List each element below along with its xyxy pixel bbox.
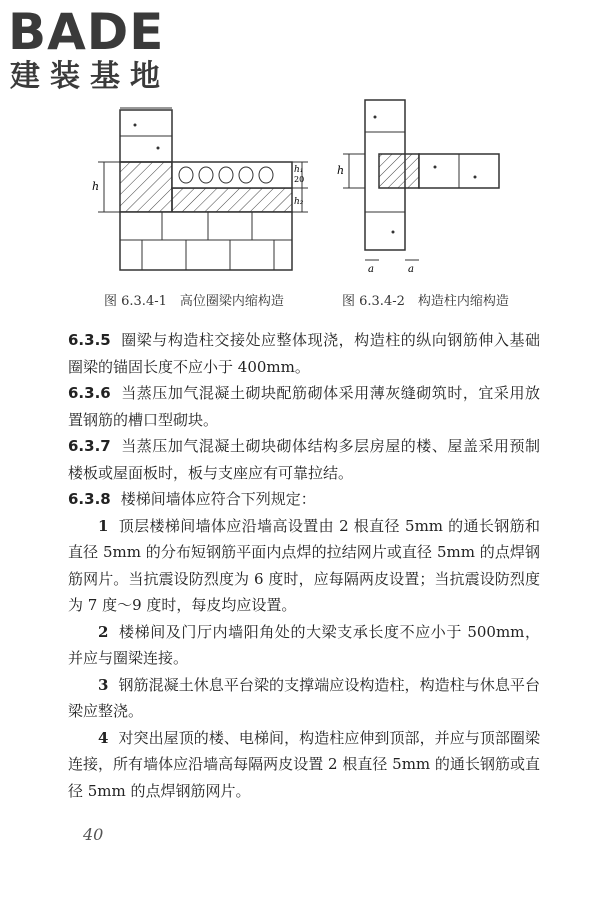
section-6-3-6: 6.3.6 当蒸压加气混凝土砌块配筋砌体采用薄灰缝砌筑时，宜采用放置钢筋的槽口型砌块。 (68, 384, 540, 429)
list-item: 3 钢筋混凝土休息平台梁的支撑端应设构造柱，构造柱与休息平台梁应整浇。 (68, 675, 540, 720)
logo-subtitle: 建装基地 (10, 59, 170, 94)
label-h2: h₂ (294, 197, 304, 207)
brand-logo (8, 3, 178, 96)
list-item: 1 顶层楼梯间墙体应沿墙高设置由 2 根直径 5mm 的通长钢筋和直径 5mm 的分布短钢筋平面内点焊的拉结网片或直径 5mm 的点焊钢筋网片。当抗震设防烈度为 6 度时，应每隔两皮设置；当抗震设防烈度为 7 度～9 度时，每皮均应设置。 (68, 516, 540, 614)
figure-caption-left: 图 6.3.4-1 高位圈梁内缩构造 (104, 294, 284, 309)
label-h: h (92, 180, 100, 193)
label-h1: h₁ (294, 165, 304, 175)
page-number: 40 (83, 825, 104, 844)
logo-brand: BADE (8, 3, 165, 61)
list-item: 2 楼梯间及门厅内墙阳角处的大梁支承长度不应小于 500mm，并应与圈梁连接。 (68, 622, 540, 667)
label-a-left: a (368, 264, 374, 275)
list-item: 4 对突出屋顶的楼、电梯间，构造柱应伸到顶部，并应与顶部圈梁连接，所有墙体应沿墙高每隔两皮设置 2 根直径 5mm 的通长钢筋或直径 5mm 的点焊钢筋网片。 (68, 728, 540, 800)
section-6-3-5: 6.3.5 圈梁与构造柱交接处应整体现浇，构造柱的纵向钢筋伸入基础圈梁的锚固长度不应小于 400mm。 (68, 331, 540, 376)
body-text (68, 327, 540, 804)
label-20: 20 (294, 175, 305, 184)
section-6-3-7: 6.3.7 当蒸压加气混凝土砌块砌体结构多层房屋的楼、屋盖采用预制楼板或屋面板时，板与支座应有可靠拉结。 (68, 437, 540, 482)
label-h: h (337, 164, 345, 177)
figure-caption-right: 图 6.3.4-2 构造柱内缩构造 (342, 294, 509, 309)
figure-ring-beam (90, 100, 310, 280)
section-6-3-8: 6.3.8 楼梯间墙体应符合下列规定： (68, 490, 316, 508)
label-a-right: a (408, 264, 414, 275)
figure-column (335, 92, 505, 277)
